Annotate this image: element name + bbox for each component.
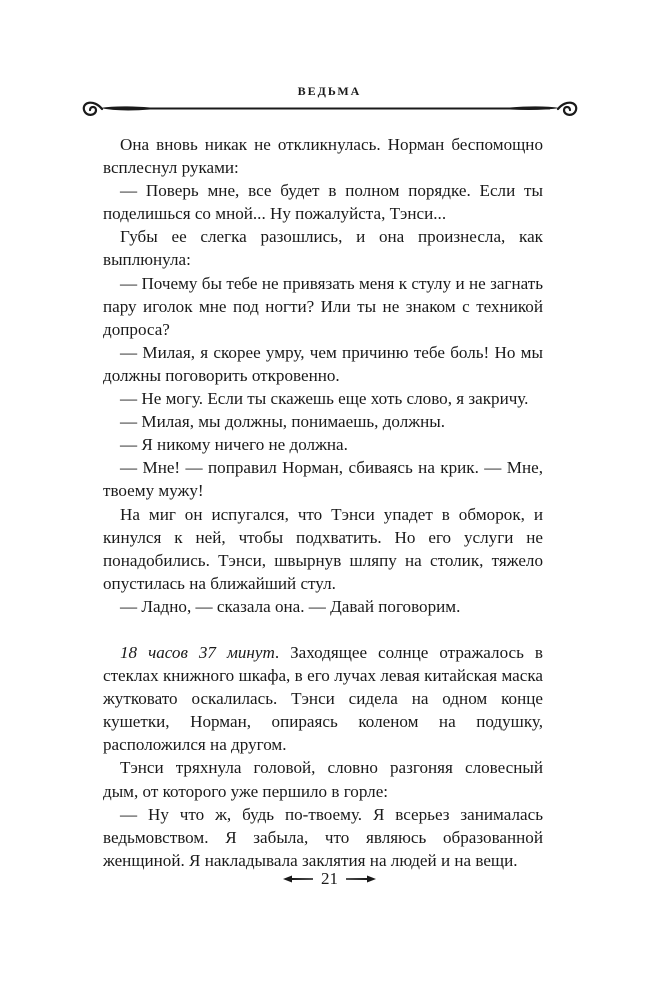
paragraph: На миг он испугался, что Тэнси упадет в обморок, и кинулся к ней, чтобы подхватить. Но его услуги не понадобились. Тэнси, швырнув шляпу на столик, тяжело опустилась на ближайший стул. [103, 504, 543, 593]
paragraph: — Милая, я скорее умру, чем причиню тебе боль! Но мы должны поговорить откровенно. [103, 342, 543, 385]
time-stamp: 18 часов 37 минут [120, 642, 275, 662]
paragraph: — Мне! — поправил Норман, сбиваясь на крик. — Мне, твоему мужу! [103, 458, 543, 501]
page-footer [0, 869, 659, 889]
paragraph: — Почему бы тебе не привязать меня к стулу и не загнать пару иголок мне под ногти? Или ты не знаком с техникой допроса? [103, 273, 543, 339]
page-number: 21 [321, 869, 338, 888]
paragraph [103, 641, 543, 756]
paragraph: — Ну что ж, будь по-твоему. Я всерьез занималась ведьмовством. Я забыла, что являюсь образованной женщиной. Я накладывала заклятия на людей и на вещи. [103, 804, 543, 870]
left-arrow-ornament-icon [283, 874, 313, 884]
paragraph: — Не могу. Если ты скажешь еще хоть слово, я закричу. [120, 389, 529, 409]
section-break [103, 618, 543, 641]
paragraph: Она вновь никак не откликнулась. Норман беспомощно всплеснул руками: [103, 135, 543, 178]
paragraph-text: . Заходящее солнце отражалось в стеклах книжного шкафа, в его лучах левая китайская маска жутковато оскалилась. Тэнси сидела на одном конце кушетки, Норман, опираясь коленом на подушку, расположился на другом. [103, 642, 543, 755]
paragraph: Губы ее слегка разошлись, и она произнесла, как выплюнула: [103, 227, 543, 270]
paragraph: — Поверь мне, все будет в полном порядке. Если ты поделишься со мной... Ну пожалуйста, Тэнси... [103, 181, 543, 224]
paragraph: Тэнси тряхнула головой, словно разгоняя словесный дым, от которого уже першило в горле: [103, 758, 543, 801]
right-arrow-ornament-icon [346, 874, 376, 884]
paragraph: — Милая, мы должны, понимаешь, должны. [120, 412, 445, 432]
paragraph: — Ладно, — сказала она. — Давай поговорим. [120, 596, 461, 616]
body-text [103, 133, 543, 872]
paragraph: — Я никому ничего не должна. [120, 435, 348, 455]
header-ornament-rule [80, 96, 580, 122]
running-title: ВЕДЬМА [297, 84, 362, 98]
